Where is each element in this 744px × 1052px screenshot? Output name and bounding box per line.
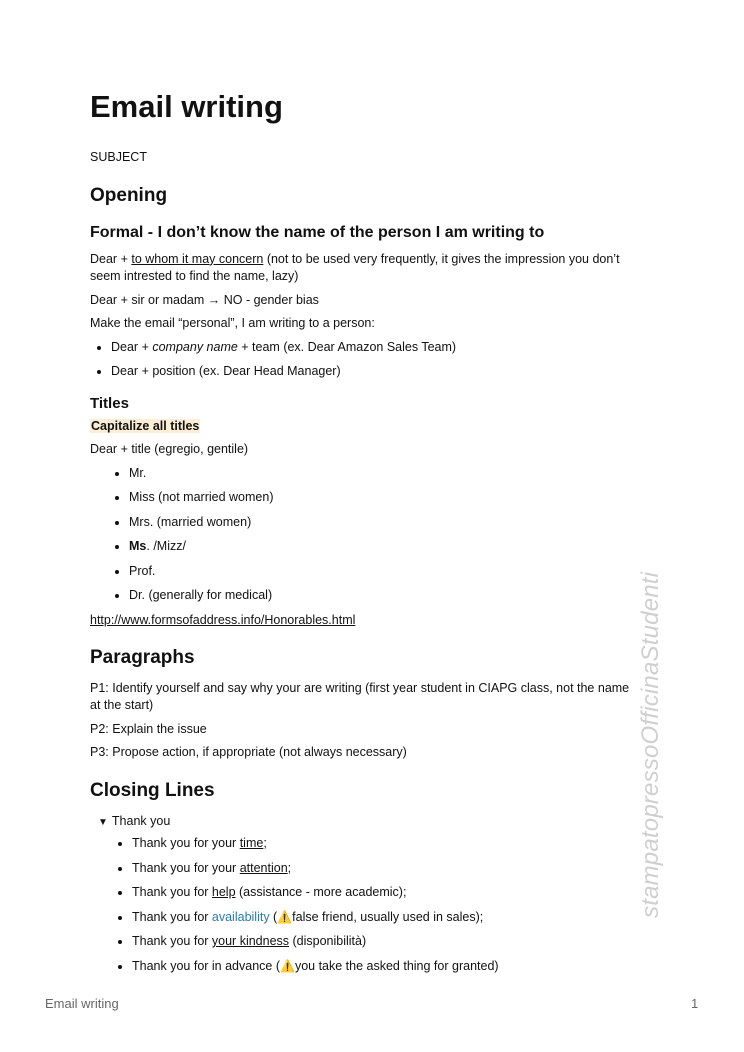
list-item: • Miss (not married women) [129,489,635,507]
text: ( [269,909,278,924]
closing-list [90,835,635,975]
underlined-word: attention [239,860,288,875]
text: ; [287,860,292,875]
opening-heading: Opening [90,184,168,206]
toggle-label: Thank you [111,813,171,828]
warning-icon: ⚠️ [280,958,295,973]
text: (disponibilità) [289,934,367,949]
paragraph-p2: P2: Explain the issue [90,721,207,736]
warning-icon: ⚠️ [277,909,293,924]
list-item [132,860,635,878]
highlighted-text: Capitalize all titles [91,418,200,433]
footer-title: Email writing [45,996,119,1011]
thank-you-toggle[interactable] [98,813,635,832]
list-item [132,835,635,853]
titles-heading: Titles [90,394,129,412]
italic-text: company name [152,339,238,354]
paragraph-p1: P1: Identify yourself and say why your are writing (first year student in CIAPG class, not the name at the start) [90,680,630,713]
text: Thank you for your [132,836,240,851]
opening-paragraph-2: Dear + sir or madam → NO - gender bias [90,292,319,307]
blue-word: availability [211,909,270,924]
list-item: • Dr. (generally for medical) [129,587,635,605]
text: Dear + [90,251,132,266]
list-item: • Mr. [129,465,635,483]
subject-line: SUBJECT [90,150,147,165]
bold-text: Ms [129,539,147,554]
watermark: stampatopressoOfficinaStudenti [637,571,664,918]
text: Thank you for [132,885,212,900]
list-item [111,339,635,357]
text: . /Mizz/ [146,539,186,554]
formal-heading: Formal - I don’t know the name of the person I am writing to [90,224,545,242]
triangle-down-icon[interactable]: ▼ [98,816,108,828]
text: Thank you for your [132,860,240,875]
text: Thank you for [132,934,212,949]
underlined-phrase: to whom it may concern [131,251,264,266]
list-item: • Prof. [129,563,635,581]
titles-highlight-line [90,418,635,436]
text: Thank you for [132,909,212,924]
forms-of-address-link-line [90,612,635,630]
list-item: • Dear + position (ex. Dear Head Manager) [111,363,635,381]
opening-list [90,339,635,381]
list-item [132,958,635,976]
page-title: Email writing [90,89,283,124]
underlined-phrase: your kindness [211,934,290,949]
list-item [132,884,635,902]
underlined-word: time [239,836,264,851]
text: (not to be used very frequently, it gives the impression you don’t seem intrested to find the name, lazy) [90,251,620,284]
page-number: 1 [691,996,699,1011]
text: Thank you for in advance ( [132,958,280,973]
opening-paragraph-3: Make the email “personal”, I am writing to a person: [90,316,375,331]
text: you take the asked thing for granted) [294,958,499,973]
paragraph-p3: P3: Propose action, if appropriate (not always necessary) [90,745,407,760]
text: (assistance - more academic); [235,885,407,900]
list-item [132,933,635,951]
underlined-word: help [211,885,236,900]
list-item [132,909,635,927]
text: ; [263,836,267,851]
opening-paragraph-1 [90,251,635,286]
titles-list [90,465,635,605]
text: + team (ex. Dear Amazon Sales Team) [237,339,457,354]
list-item [129,538,635,556]
closing-heading: Closing Lines [90,779,215,801]
forms-of-address-link[interactable]: http://www.formsofaddress.info/Honorables.html [90,612,356,627]
text: false friend, usually used in sales); [292,909,484,924]
titles-intro: Dear + title (egregio, gentile) [90,442,249,457]
document-page [90,88,635,982]
paragraphs-heading: Paragraphs [90,647,195,669]
text: Dear + [111,339,153,354]
list-item: • Mrs. (married women) [129,514,635,532]
